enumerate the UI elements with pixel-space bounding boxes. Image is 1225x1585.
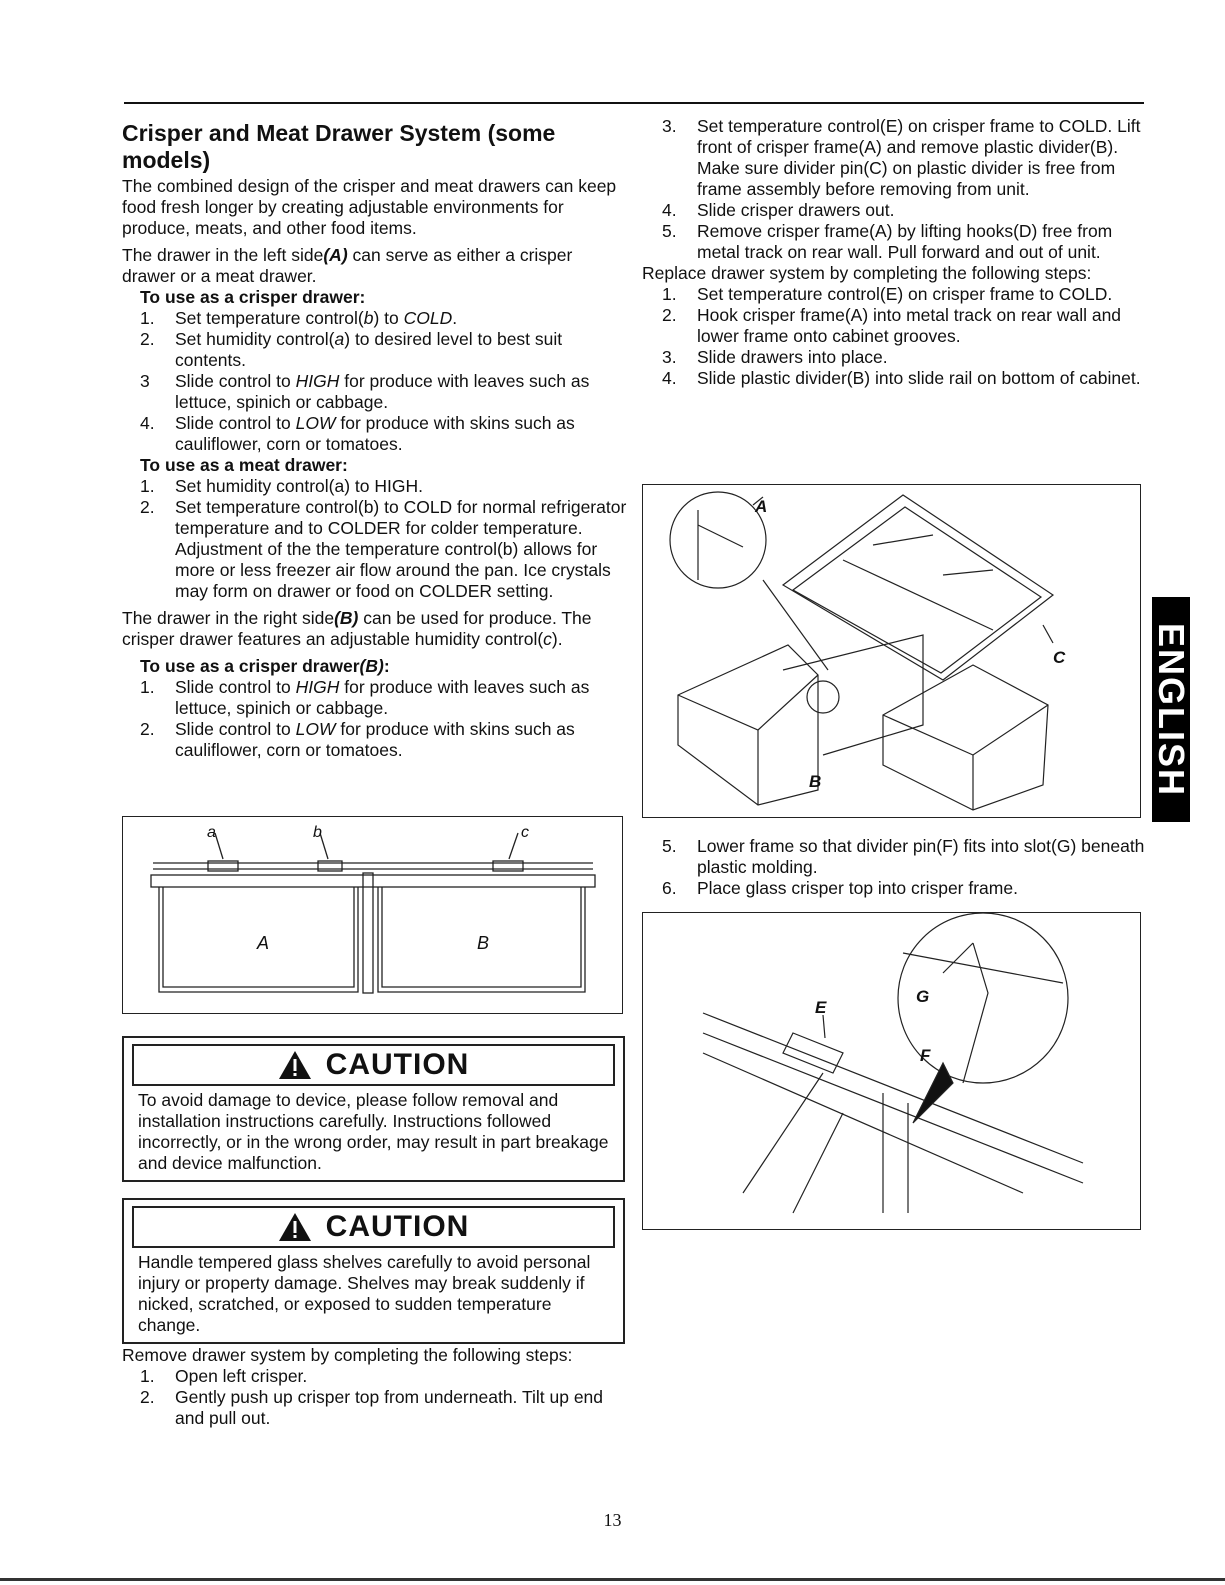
- list-item: 2. Hook crisper frame(A) into metal track on rear wall and lower frame onto cabinet grooves.: [662, 305, 1122, 346]
- label-a: a: [207, 824, 216, 841]
- label-A: A: [755, 497, 768, 516]
- remove-steps-continued: [642, 116, 1154, 263]
- caution-header: [132, 1206, 615, 1248]
- replace-steps-continued: [642, 836, 1154, 899]
- list-item: 1. Open left crisper.: [140, 1366, 308, 1386]
- drawer-system-figure: [642, 484, 1141, 818]
- list-item: 2. Slide control to LOW for produce with skins such as cauliflower, corn or tomatoes.: [140, 719, 575, 760]
- language-side-tab: [1151, 597, 1193, 822]
- label-F: F: [920, 1046, 931, 1065]
- label-G: G: [916, 987, 930, 1006]
- list-item: 4. Slide control to LOW for produce with skins such as cauliflower, corn or tomatoes.: [140, 413, 575, 454]
- section-heading: Crisper and Meat Drawer System (some models): [122, 120, 556, 173]
- replace-intro: Replace drawer system by completing the following steps:: [642, 263, 1092, 283]
- intro-paragraph: The combined design of the crisper and meat drawers can keep food fresh longer by creating adjustable environments for produce, meats, and other food items.: [122, 176, 617, 238]
- crisper-b-steps: [122, 677, 627, 761]
- drawer-front-figure: [122, 816, 623, 1014]
- caution-header: [132, 1044, 615, 1086]
- left-column: [122, 120, 627, 761]
- caution-box-device: [122, 1036, 625, 1182]
- list-item: 4. Slide crisper drawers out.: [662, 200, 895, 220]
- left-side-paragraph: The drawer in the left side(A) can serve as either a crisper drawer or a meat drawer.: [122, 245, 573, 286]
- list-item: 2. Set temperature control(b) to COLD for normal refrigerator temperature and to COLDER for colder temperature. Adjustment of the the temperature control(b) allows for more or less freezer air flow around the pan. Ice crystals may form on drawer or food on COLDER setting.: [140, 497, 627, 601]
- label-b: b: [313, 824, 322, 841]
- label-C: C: [1053, 648, 1066, 667]
- remove-steps-block: [122, 1345, 627, 1429]
- list-item: 2. Set humidity control(a) to desired level to best suit contents.: [140, 329, 563, 370]
- drawer-front-illustration: [123, 817, 622, 1013]
- pin-slot-figure: [642, 912, 1141, 1230]
- label-A: A: [257, 933, 270, 953]
- list-item: 4. Slide plastic divider(B) into slide rail on bottom of cabinet.: [662, 368, 1141, 388]
- list-item: 1. Set temperature control(E) on crisper frame to COLD.: [662, 284, 1113, 304]
- list-item: 1. Set temperature control(b) to COLD.: [140, 308, 458, 328]
- remove-steps-list: [122, 1366, 627, 1429]
- footer-rule: [0, 1578, 1225, 1581]
- header-rule: [124, 102, 1144, 104]
- list-item: 6. Place glass crisper top into crisper frame.: [662, 878, 1018, 898]
- caution-text: To avoid damage to device, please follow removal and installation instructions carefully. Instructions followed incorrectly, or in the wrong order, may result in part breakage and device malfunction.: [138, 1090, 609, 1173]
- label-B: B: [477, 933, 490, 953]
- list-item: 2. Gently push up crisper top from underneath. Tilt up end and pull out.: [140, 1387, 604, 1428]
- caution-title: CAUTION: [325, 1048, 470, 1081]
- replace-steps: [642, 284, 1154, 389]
- list-item: 1. Set humidity control(a) to HIGH.: [140, 476, 423, 496]
- drawer-system-illustration: [643, 485, 1140, 817]
- page-number: 13: [603, 1510, 622, 1530]
- remove-intro: Remove drawer system by completing the following steps:: [122, 1345, 573, 1365]
- list-item: 5. Remove crisper frame(A) by lifting hooks(D) free from metal track on rear wall. Pull forward and out of unit.: [662, 221, 1113, 262]
- list-item: 3 Slide control to HIGH for produce with leaves such as lettuce, spinich or cabbage.: [140, 371, 590, 412]
- pin-slot-illustration: [643, 913, 1140, 1229]
- label-c: c: [521, 824, 529, 841]
- warning-icon: [278, 1050, 312, 1080]
- warning-icon: [278, 1212, 312, 1242]
- caution-title: CAUTION: [325, 1210, 470, 1243]
- list-item: 5. Lower frame so that divider pin(F) fits into slot(G) beneath plastic molding.: [662, 836, 1145, 877]
- meat-steps: [122, 476, 627, 602]
- crisper-subheading: To use as a crisper drawer:: [140, 287, 366, 307]
- caution-text: Handle tempered glass shelves carefully to avoid personal injury or property damage. Shelves may break suddenly if nicked, scratched, or exposed to sudden temperature change.: [138, 1252, 591, 1335]
- list-item: 1. Slide control to HIGH for produce with leaves such as lettuce, spinich or cabbage.: [140, 677, 590, 718]
- crisper-b-subheading: To use as a crisper drawer(B):: [140, 656, 390, 676]
- side-tab-label: ENGLISH: [1151, 622, 1193, 797]
- meat-subheading: To use as a meat drawer:: [140, 455, 348, 475]
- label-B: B: [809, 772, 822, 791]
- right-column: [642, 116, 1154, 389]
- replace-steps-continued-block: [642, 836, 1154, 899]
- right-side-paragraph: The drawer in the right side(B) can be used for produce. The crisper drawer features an adjustable humidity control(c).: [122, 608, 592, 649]
- list-item: 3. Set temperature control(E) on crisper frame to COLD. Lift front of crisper frame(A) and remove plastic divider(B). Make sure divider pin(C) on plastic divider is free from frame assembly before removing from unit.: [662, 116, 1141, 199]
- crisper-steps: [122, 308, 627, 455]
- list-item: 3. Slide drawers into place.: [662, 347, 888, 367]
- caution-box-glass: [122, 1198, 625, 1344]
- label-E: E: [815, 998, 827, 1017]
